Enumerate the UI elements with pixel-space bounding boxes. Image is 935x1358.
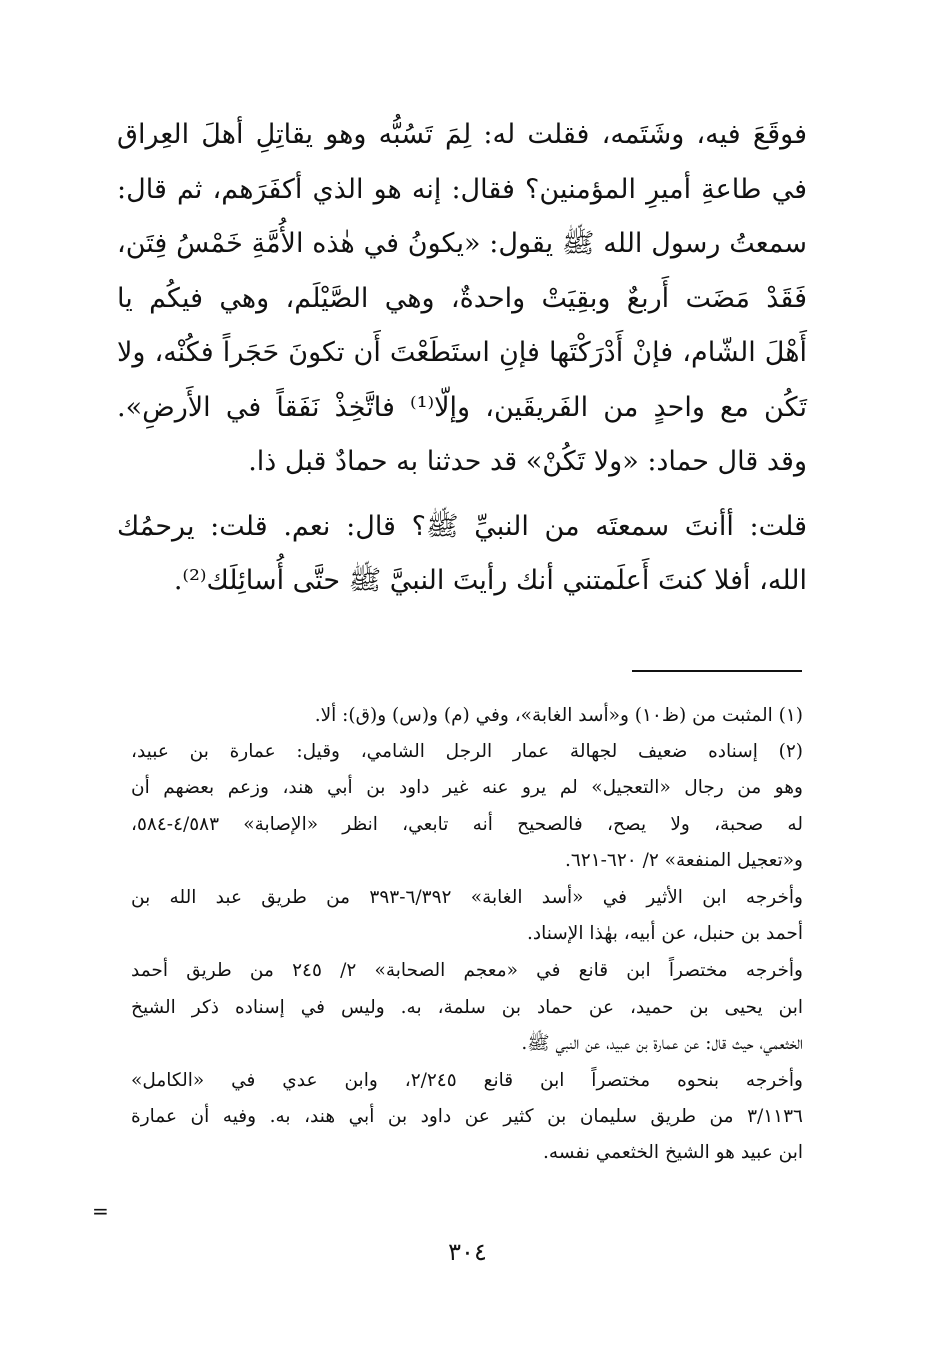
footnote-line: وهو من رجال «التعجيل» لم يرو عنه غير داود بن أبي هند، وزعم بعضهم أن <box>131 777 803 799</box>
paragraph-2 <box>117 500 807 609</box>
text-line: أَهْلَ الشّام، فإنْ أَدْرَكْتَها فإنِ استَطَعْتَ أَن تكونَ حَجَراً فكُنْه، ولا <box>117 337 807 368</box>
paragraph-gap <box>117 490 807 500</box>
footnote-line: و«تعجيل المنفعة» ٢/ ٦٢٠-٦٢١. <box>564 849 803 871</box>
footnote-line: (٢) إسناده ضعيف لجهالة عمار الرجل الشامي، وقيل: عمارة بن عبيد، <box>131 741 803 763</box>
footnote-line: وأخرجه بنحوه مختصراً ابن قانع ٢/٢٤٥، وابن عدي في «الكامل» <box>131 1069 803 1091</box>
text-line: تَكُن مع واحدٍ من الفَريقَين، وإلّا⁽¹⁾ فاتَّخِذْ نَفَقاً في الأَرضِ». <box>117 391 807 423</box>
text-line: سمعتُ رسول الله ﷺ يقول: «يكونُ في هٰذه الأُمَّةِ خَمْسُ فِتَن، <box>117 228 807 259</box>
footnote-line: الخثعمي، حيث قال: عن عمارة بن عبيد، عن النبي ﷺ. <box>521 1032 803 1054</box>
footnote-line: ابن عبيد هو الشيخ الخثعمي نفسه. <box>543 1142 803 1164</box>
text-line: فوقَعَ فيه، وشَتَمه، فقلت له: لِمَ تَسُبُّه وهو يقاتِلِ أهلَ العِراق <box>117 119 807 150</box>
footnote-1 <box>131 698 803 734</box>
footnote-2-part-b <box>131 880 803 952</box>
page-number: ٣٠٤ <box>448 1238 487 1266</box>
main-text <box>117 108 807 609</box>
footnote-line: ابن يحيى بن حميد، عن حماد بن سلمة، به. وليس في إسناده ذكر الشيخ <box>131 996 803 1018</box>
footnote-2-part-c <box>131 953 803 1062</box>
footnote-line: أحمد بن حنبل، عن أبيه، بهٰذا الإسناد. <box>526 923 803 945</box>
footnote-separator <box>632 670 802 672</box>
footnote-line: وأخرجه ابن الأثير في «أسد الغابة» ٦/٣٩٢-٣٩٣ من طريق عبد الله بن <box>131 886 803 908</box>
footnote-line: له صحبة، ولا يصح، فالصحيح أنه تابعي، انظر «الإصابة» ٤/٥٨٣-٥٨٤، <box>131 813 803 835</box>
text-line: الله، أفلا كنتَ أَعلَمتني أنك رأيتَ النبيَّ ﷺ حتَّى أُسائِلَك⁽²⁾. <box>173 565 807 596</box>
footnotes <box>131 698 803 1171</box>
text-line: في طاعةِ أميرِ المؤمنين؟ فقال: إنه هو الذي أكفَرَهم، ثم قال: <box>117 173 807 205</box>
footnote-2-part-d <box>131 1063 803 1172</box>
continuation-mark: = <box>92 1199 109 1223</box>
footnote-2-part-a <box>131 734 803 879</box>
text-line: قلت: أأنتَ سمعتَه من النبيِّ ﷺ؟ قال: نعم. قلت: يرحمُك <box>117 510 807 542</box>
footnote-line: ٣/١١٣٦ من طريق سليمان بن كثير عن داود بن أبي هند، به. وفيه أن عمارة <box>131 1106 803 1128</box>
paragraph-1 <box>117 108 807 490</box>
text-line: فَقَدْ مَضَت أَربعٌ وبقِيَتْ واحدةٌ، وهي الصَّيْلَم، وهي فيكُم يا <box>117 282 807 314</box>
footnote-line: (١) المثبت من (ظ١٠) و«أسد الغابة»، وفي (م) و(س) و(ق): ألا. <box>314 705 803 726</box>
footnote-line: وأخرجه مختصراً ابن قانع في «معجم الصحابة» ٢/ ٢٤٥ من طريق أحمد <box>131 960 803 982</box>
text-line: وقد قال حماد: «ولا تَكُنْ» قد حدثنا به حمادٌ قبل ذا. <box>248 446 807 477</box>
